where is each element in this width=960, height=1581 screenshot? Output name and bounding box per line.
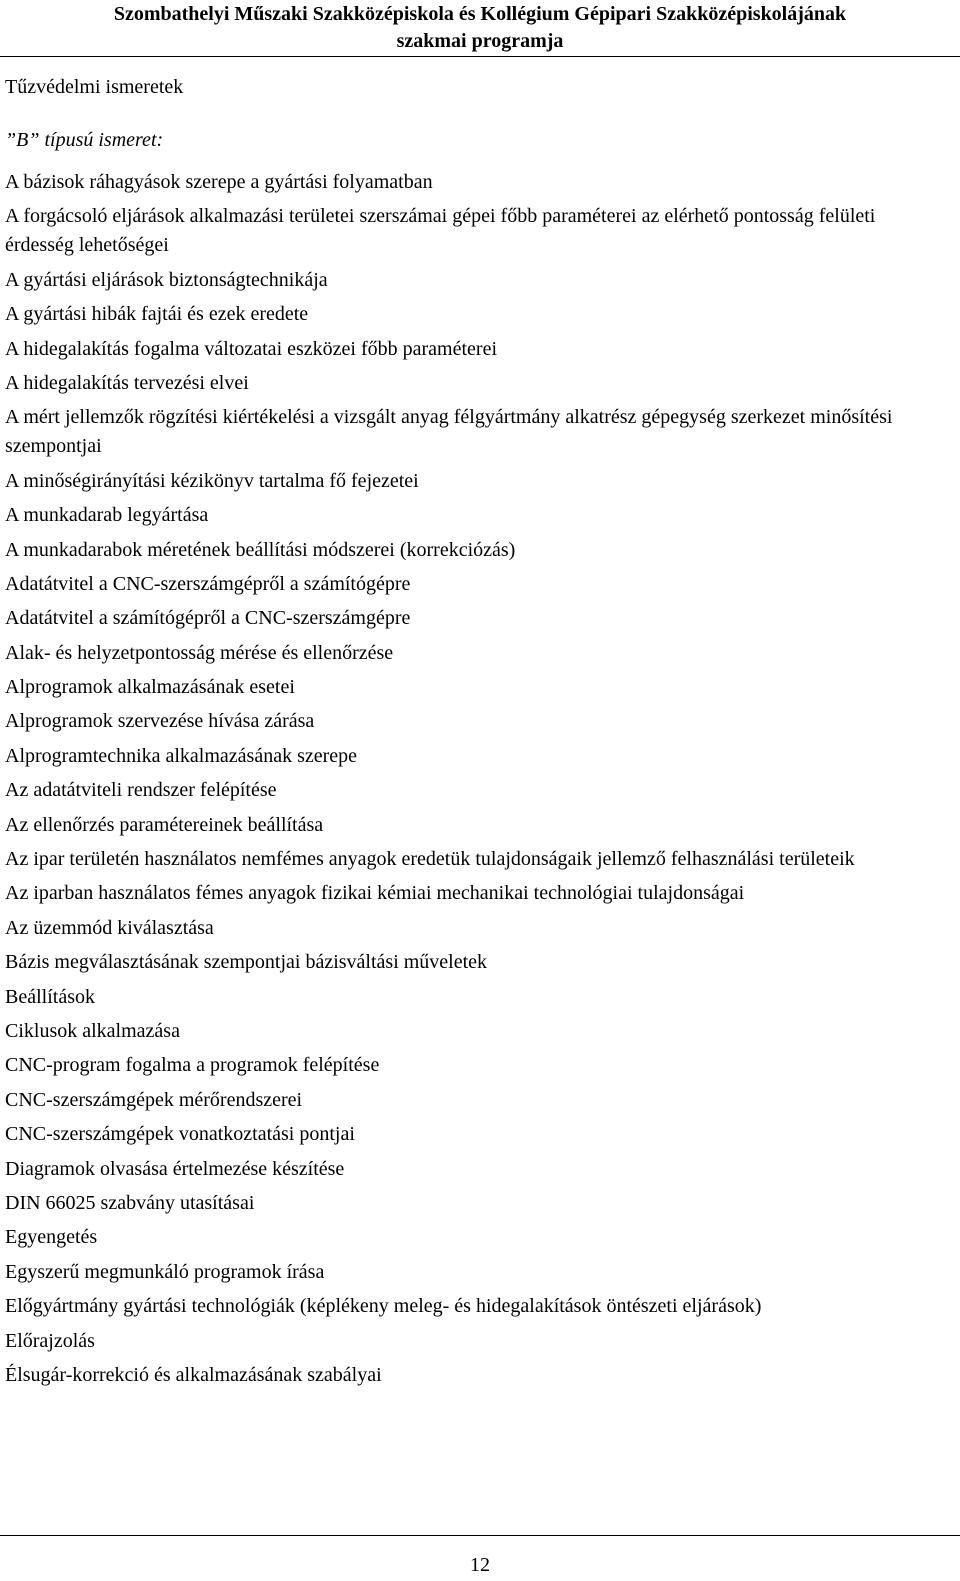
list-item: Bázis megválasztásának szempontjai bázisváltási műveletek (5, 951, 488, 974)
list-item: Alprogramtechnika alkalmazásának szerepe (5, 744, 358, 767)
list-item: Egyengetés (5, 1226, 98, 1249)
list-item: A munkadarab legyártása (5, 504, 209, 527)
list-item: A munkadarabok méretének beállítási módszerei (korrekciózás) (5, 538, 516, 561)
header-divider (0, 56, 960, 57)
list-item: A gyártási hibák fajtái és ezek eredete (5, 303, 309, 326)
list-item: A gyártási eljárások biztonságtechnikája (5, 268, 328, 291)
list-item: Egyszerű megmunkáló programok írása (5, 1260, 325, 1283)
list-item: A mért jellemzők rögzítési kiértékelési a vizsgált anyag félgyártmány alkatrész gépegység szerkezet minősítési szempontjai (5, 406, 893, 458)
list-item: CNC-szerszámgépek mérőrendszerei (5, 1088, 303, 1111)
list-item: A hidegalakítás fogalma változatai eszközei főbb paraméterei (5, 337, 498, 360)
list-item: Alak- és helyzetpontosság mérése és ellenőrzése (5, 641, 394, 664)
list-item: Az ipar területén használatos nemfémes anyagok eredetük tulajdonságaik jellemző felhasználási területeik (5, 848, 855, 871)
list-item: Beállítások (5, 985, 95, 1008)
list-item: Az üzemmód kiválasztása (5, 916, 214, 939)
list-item: Az iparban használatos fémes anyagok fizikai kémiai mechanikai technológiai tulajdonságai (5, 882, 745, 905)
list-item: CNC-program fogalma a programok felépítése (5, 1054, 380, 1077)
list-item: A bázisok ráhagyások szerepe a gyártási folyamatban (5, 171, 433, 193)
list-item: A hidegalakítás tervezési elvei (5, 371, 249, 394)
list-item: Ciklusok alkalmazása (5, 1019, 180, 1042)
list-item: Adatátvitel a számítógépről a CNC-szerszámgépre (5, 607, 411, 630)
list-item: Élsugár-korrekció és alkalmazásának szabályai (5, 1363, 382, 1386)
header-school-name: Szombathelyi Műszaki Szakközépiskola és Kollégium Gépipari Szakközépiskolájának (113, 3, 847, 25)
list-item: Előgyártmány gyártási technológiák (képlékeny meleg- és hidegalakítások öntészeti eljárások) (5, 1295, 762, 1318)
list-item: Diagramok olvasása értelmezése készítése (5, 1157, 345, 1180)
list-item: DIN 66025 szabvány utasításai (5, 1191, 255, 1214)
list-item: Az adatátviteli rendszer felépítése (5, 779, 277, 802)
list-item: CNC-szerszámgépek vonatkoztatási pontjai (5, 1123, 355, 1146)
knowledge-type-subtitle: ”B” típusú ismeret: (5, 129, 164, 151)
list-item: Az ellenőrzés paramétereinek beállítása (5, 813, 324, 836)
page-header (0, 0, 960, 55)
list-item: Alprogramok alkalmazásának esetei (5, 676, 295, 699)
list-item: A minőségirányítási kézikönyv tartalma fő fejezetei (5, 469, 419, 492)
page-number: 12 (470, 1554, 490, 1576)
list-item: Adatátvitel a CNC-szerszámgépről a számítógépre (5, 572, 411, 595)
section-title: Tűzvédelmi ismeretek (5, 76, 184, 98)
header-document-title: szakmai programja (396, 30, 564, 52)
knowledge-item-list (5, 168, 945, 1395)
list-item: Alprogramok szervezése hívása zárása (5, 710, 315, 733)
list-item: A forgácsoló eljárások alkalmazási területei szerszámai gépei főbb paraméterei az elérhető pontosság felületi érdesség lehetőségei (5, 205, 876, 257)
footer-divider (0, 1535, 960, 1536)
list-item: Előrajzolás (5, 1329, 95, 1352)
